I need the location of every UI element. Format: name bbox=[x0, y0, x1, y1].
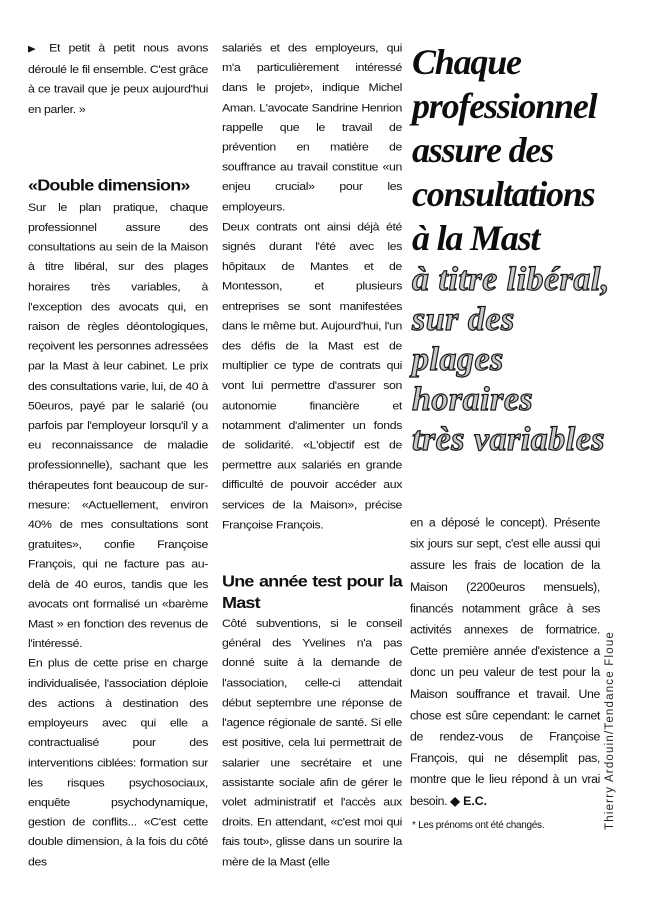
column-2 bbox=[222, 38, 402, 872]
paragraph: En plus de cette prise en charge individualisée, l'association déploie des actions à destination des employeurs avec qui elle a contractualisé pour des interventions ciblées: formation sur les risques psychosociaux, enquête psychodynamique, gestion de conflits... «C'est cette double dimension, à la fois du côté des bbox=[28, 657, 208, 868]
pull-quote-outline-line: à titre libéral, bbox=[412, 261, 610, 298]
photo-credit: Thierry Ardouin/Tendance Floue bbox=[604, 630, 616, 830]
pull-quote-line: assure des bbox=[412, 130, 554, 170]
paragraph: Deux contrats ont ainsi déjà été signés durant l'été avec les hôpitaux de Mantes et de Montesson, et plusieurs entreprises se sont manifestées dans le même but. Aujourd'hui, l'un des défis de la Mast est de multiplier ce type de contrats qui vont lui permettre d'assurer son autonomie financière et notamment d'alimenter un fonds de solidarité. «L'objectif est de permettre aux salariés en grande difficulté de pouvoir accéder aux services de la Maison», précise Françoise François. bbox=[222, 220, 402, 531]
paragraph: Sur le plan pratique, chaque professionnel assure des consultations au sein de la Maison à titre libéral, sur des plages horaires très variables, à l'exception des avocats qui, en raison de règles déontologiques, reçoivent les personnes adressées par la Mast à leur cabinet. Le prix des consultations varie, lui, de 40 à 50euros, payé par le salarié (ou parfois par l'employeur lorsqu'il y a eu reconnaissance de maladie professionnelle), sachant que les thérapeutes font beaucoup de sur-mesure: «Actuellement, environ 40% de mes consultations sont gratuites», confie Françoise François, qui ne facture pas au-delà de 40 euros, tandis que les avocats ont formalisé un «barème Mast » en fonction des revenus de l'intéressé. bbox=[28, 201, 208, 650]
pull-quote-outline-line: sur des plages bbox=[412, 301, 515, 378]
column-1 bbox=[28, 38, 208, 872]
continuation-paragraph: ▶ Et petit à petit nous avons déroulé le fil ensemble. C'est grâce à ce travail que je peux aujourd'hui en parler. » bbox=[28, 41, 208, 116]
paragraph: Côté subventions, si le conseil général des Yvelines n'a pas donné suite à la demande de l'association, celle-ci attendait début septembre une réponse de l'agence régionale de santé. Si elle est positive, cela lui permettrait de salarier une secrétaire et une assistante sociale afin de gérer le volet administratif et l'accès aux droits. En attendant, «c'est moi qui fais tout», glisse dans un sourire la mère de la Mast (elle bbox=[222, 617, 402, 868]
column-3 bbox=[410, 512, 600, 812]
paragraph: salariés et des employeurs, qui m'a particulièrement intéressé dans le projet», indique Michel Aman. L'avocate Sandrine Henrion rappelle que le travail de prévention en matière de souffrance au travail constitue «un enjeu crucial» pour les employeurs. bbox=[222, 41, 402, 214]
section-heading-annee-test: Une année test pour la Mast bbox=[222, 572, 402, 612]
footnote: * Les prénoms ont été changés. bbox=[412, 820, 545, 831]
section-heading-double-dimension: «Double dimension» bbox=[28, 176, 190, 195]
pull-quote-line: Chaque bbox=[412, 42, 521, 82]
pull-quote bbox=[412, 40, 612, 460]
pull-quote-line: consultations bbox=[412, 174, 595, 214]
pull-quote-line: professionnel bbox=[412, 86, 597, 126]
continuation-arrow-icon: ▶ bbox=[28, 44, 41, 55]
paragraph: en a déposé le concept). Présente six jours sur sept, c'est elle aussi qui assure les frais de location de la Maison (2200euros mensuels), financés notamment grâce à ses activités annexes de formatrice. Cette première année d'existence a donc un peu valeur de test pour la Maison souffrance et travail. Une chose est sûre cependant: le carnet de rendez-vous de Françoise François, qui ne désemplit pas, montre que le lieu répond à un vrai besoin. ◆ E.C. bbox=[410, 515, 600, 808]
pull-quote-outline-line: très variables bbox=[412, 421, 606, 458]
pull-quote-outline-line: horaires bbox=[412, 381, 534, 418]
pull-quote-line: à la Mast bbox=[412, 218, 540, 258]
author-signature: ◆ E.C. bbox=[450, 794, 488, 808]
